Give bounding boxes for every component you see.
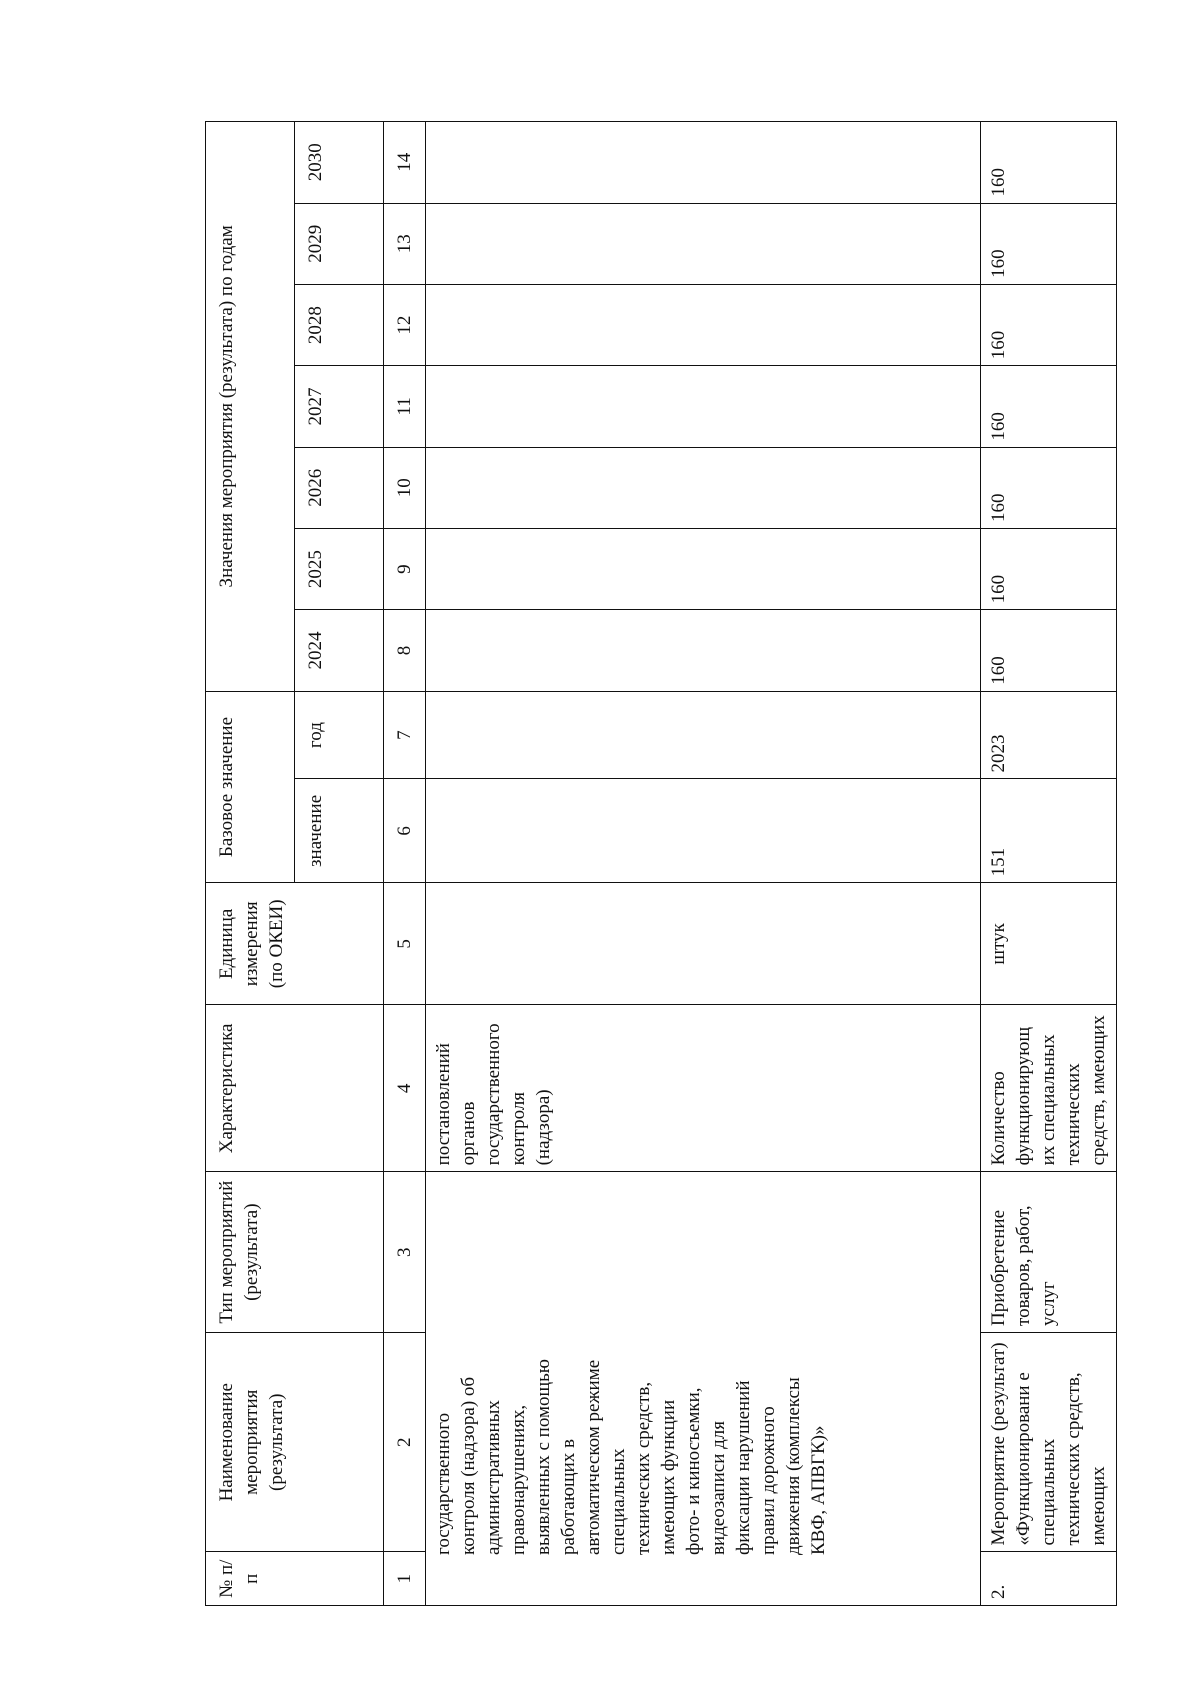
row2-value-2027: 160 xyxy=(981,366,1117,447)
column-number: 5 xyxy=(384,883,426,1005)
header-characteristic: Характеристика xyxy=(206,1005,384,1172)
header-name: Наименование мероприятия (результата) xyxy=(206,1332,384,1551)
row2-value-2025: 160 xyxy=(981,528,1117,609)
row2-value-2024: 160 xyxy=(981,610,1117,691)
column-number: 8 xyxy=(384,610,426,691)
row1-base-year xyxy=(426,691,981,779)
row1-type xyxy=(426,1172,980,1350)
row1-unit xyxy=(426,883,981,1005)
header-year-2024: 2024 xyxy=(295,610,384,691)
row1-base-value xyxy=(426,779,981,883)
row1-value-2026 xyxy=(426,447,981,528)
row2-value-2030: 160 xyxy=(981,122,1117,204)
row1-value-2028 xyxy=(426,284,981,365)
column-number: 6 xyxy=(384,779,426,883)
row1-merged-cell xyxy=(426,1172,981,1606)
row2-num: 2. xyxy=(981,1552,1117,1606)
row1-value-2027 xyxy=(426,366,981,447)
row1-value-2024 xyxy=(426,610,981,691)
column-number: 12 xyxy=(384,284,426,365)
header-years-group: Значения мероприятия (результата) по годам xyxy=(206,122,295,692)
header-unit: Единица измерения (по ОКЕИ) xyxy=(206,883,384,1005)
row1-value-2030 xyxy=(426,122,981,204)
column-number: 11 xyxy=(384,366,426,447)
row2-value-2029: 160 xyxy=(981,203,1117,284)
column-number: 10 xyxy=(384,447,426,528)
column-number: 13 xyxy=(384,203,426,284)
row2-characteristic: Количество функционирующ их специальных технических средств, имеющих xyxy=(981,1005,1117,1172)
header-year-2029: 2029 xyxy=(295,203,384,284)
header-row-1 xyxy=(206,122,295,1606)
column-number: 14 xyxy=(384,122,426,204)
header-number: № п/п xyxy=(206,1552,384,1606)
row1-name-wrap xyxy=(426,1350,980,1605)
rotated-table-container xyxy=(205,121,1109,1606)
row2-base-value: 151 xyxy=(981,779,1117,883)
header-base-year: год xyxy=(295,691,384,779)
column-number: 3 xyxy=(384,1172,426,1333)
row2-type: Приобретение товаров, работ, услуг xyxy=(981,1172,1117,1333)
header-base-group: Базовое значение xyxy=(206,691,295,883)
table-row xyxy=(981,122,1117,1606)
column-number: 7 xyxy=(384,691,426,779)
column-number: 4 xyxy=(384,1005,426,1172)
table-row xyxy=(426,122,981,1606)
column-number: 9 xyxy=(384,528,426,609)
row1-value-2029 xyxy=(426,203,981,284)
header-type: Тип мероприятий (результата) xyxy=(206,1172,384,1333)
column-number-row xyxy=(384,122,426,1606)
events-table xyxy=(205,121,1117,1606)
header-year-2027: 2027 xyxy=(295,366,384,447)
row1-value-2025 xyxy=(426,528,981,609)
header-base-value: значение xyxy=(295,779,384,883)
header-year-2026: 2026 xyxy=(295,447,384,528)
row2-value-2026: 160 xyxy=(981,447,1117,528)
header-year-2025: 2025 xyxy=(295,528,384,609)
row2-name: Мероприятие (результат) «Функционировани е специальных технических средств, имеющих xyxy=(981,1332,1117,1551)
row1-characteristic: постановлений органов государственного контроля (надзора) xyxy=(426,1005,981,1172)
column-number: 1 xyxy=(384,1552,426,1606)
column-number: 2 xyxy=(384,1332,426,1551)
row1-name: государственного контроля (надзора) об административных правонарушениях, выявленных с помощью работающих в автоматическом режиме специальных технических средств, имеющих функции фото- и киносъемки, видеозаписи для фиксации нарушений правил дорожного движения (комплексы КВФ, АПВГК)» xyxy=(433,1359,829,1555)
header-year-2030: 2030 xyxy=(295,122,384,204)
header-year-2028: 2028 xyxy=(295,284,384,365)
row2-base-year: 2023 xyxy=(981,691,1117,779)
row2-value-2028: 160 xyxy=(981,284,1117,365)
row2-unit: штук xyxy=(981,883,1117,1005)
